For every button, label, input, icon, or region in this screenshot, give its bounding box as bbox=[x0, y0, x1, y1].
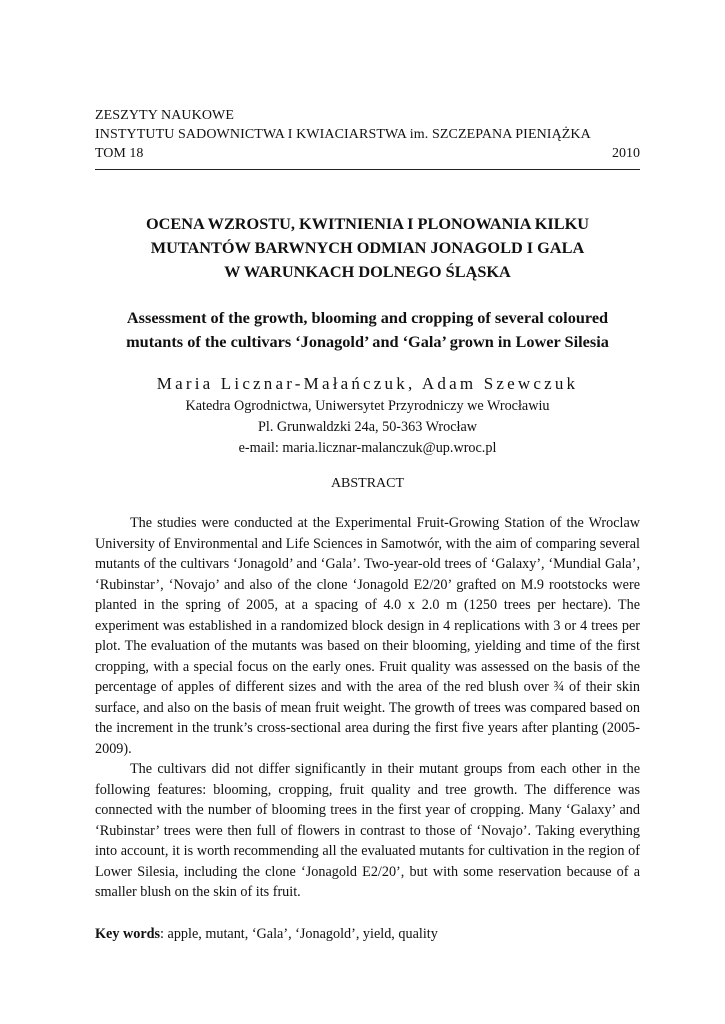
keywords-text: : apple, mutant, ‘Gala’, ‘Jonagold’, yield, quality bbox=[160, 925, 438, 942]
title-polish bbox=[95, 212, 640, 284]
journal-header bbox=[95, 106, 640, 170]
title-english bbox=[95, 306, 640, 354]
title-polish-line: OCENA WZROSTU, KWITNIENIA I PLONOWANIA KILKU bbox=[145, 214, 589, 233]
publication-year: 2010 bbox=[612, 146, 640, 161]
abstract-body bbox=[95, 513, 640, 903]
keywords bbox=[95, 924, 640, 944]
department: Katedra Ogrodnictwa, Uniwersytet Przyrodniczy we Wrocławiu bbox=[185, 398, 550, 414]
header-divider bbox=[95, 169, 640, 170]
affiliation bbox=[95, 396, 640, 459]
institute-name: INSTYTUTU SADOWNICTWA I KWIACIARSTWA im. SZCZEPANA PIENIĄŻKA bbox=[95, 127, 591, 142]
volume-row bbox=[95, 144, 640, 163]
abstract-paragraph: The cultivars did not differ significantly in their mutant groups from each other in the following features: blooming, cropping, fruit quality and tree growth. The difference was connected with the number of blooming trees in the first year of cropping. Many ‘Galaxy’ and ‘Rubinstar’ trees were then full of flowers in contrast to those of ‘Novajo’. Taking everything into account, it is worth recommending all the evaluated mutants for cultivation in the region of Lower Silesia, including the clone ‘Jonagold E2/20’, but with some reservation because of a smaller blush on the skin of its fruit. bbox=[95, 761, 640, 900]
abstract-heading: ABSTRACT bbox=[330, 476, 405, 491]
email: e-mail: maria.licznar-malanczuk@up.wroc.pl bbox=[238, 440, 497, 456]
title-polish-line: W WARUNKACH DOLNEGO ŚLĄSKA bbox=[224, 262, 511, 281]
volume-number: TOM 18 bbox=[95, 146, 144, 161]
title-polish-line: MUTANTÓW BARWNYCH ODMIAN JONAGOLD I GALA bbox=[150, 238, 585, 257]
keywords-label: Key words bbox=[95, 925, 161, 942]
journal-name: ZESZYTY NAUKOWE bbox=[95, 108, 235, 123]
title-english-line: mutants of the cultivars ‘Jonagold’ and ‘Gala’ grown in Lower Silesia bbox=[126, 332, 609, 351]
address: Pl. Grunwaldzki 24a, 50-363 Wrocław bbox=[257, 419, 478, 435]
abstract-paragraph: The studies were conducted at the Experimental Fruit-Growing Station of the Wroclaw University of Environmental and Life Sciences in Samotwór, with the aim of comparing several mutants of the cultivars ‘Jonagold’ and ‘Gala’. Two-year-old trees of ‘Galaxy’, ‘Mundial Gala’, ‘Rubinstar’, ‘Novajo’ and also of the clone ‘Jonagold E2/20’ grafted on M.9 rootstocks were planted in the spring of 2005, at a spacing of 4.0 x 2.0 m (1250 trees per hectare). The experiment was established in a randomized block design in 4 replications with 3 or 4 trees per plot. The evaluation of the mutants was based on their blooming, yielding and time of the first cropping, with a special focus on the early ones. Fruit quality was assessed on the basis of the percentage of apples of different sizes and with the area of the red blush over ¾ of their skin surface, and also on the basis of mean fruit weight. The growth of trees was compared based on the increment in the trunk’s cross-sectional area during the first five years after planting (2005-2009). bbox=[95, 515, 640, 757]
title-english-line: Assessment of the growth, blooming and cropping of several coloured bbox=[126, 308, 609, 327]
paper-page bbox=[95, 106, 640, 944]
authors: Maria Licznar-Małańczuk, Adam Szewczuk bbox=[156, 374, 579, 393]
